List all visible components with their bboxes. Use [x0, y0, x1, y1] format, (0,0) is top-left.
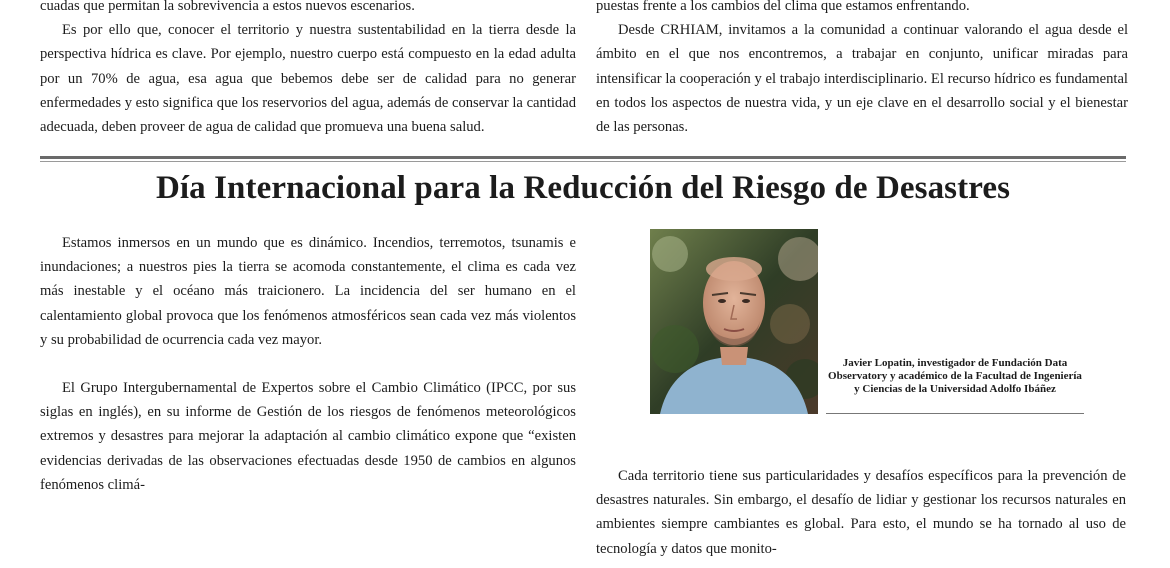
- article-right-column: [596, 464, 1126, 561]
- article-left-column: [40, 231, 576, 497]
- photo-caption: Javier Lopatin, investigador de Fundación Data Observatory y académico de la Facultad de Ingeniería y Ciencias de la Universidad Adolfo Ibáñez: [828, 357, 1082, 396]
- article-right-paragraph-1: Cada territorio tiene sus particularidades y desafíos específicos para la prevención de desastres naturales. Sin embargo, el desafío de lidiar y gestionar los recursos naturales en ambientes siempre cambiantes es global. Para esto, el mundo se ha tornado al uso de tecnología y datos que monito-: [596, 468, 1126, 557]
- top-left-column: [40, 0, 576, 139]
- portrait-photo: [650, 229, 818, 414]
- section-divider: [40, 156, 1126, 159]
- top-left-paragraph-2: Es por ello que, conocer el territorio y nuestra sustentabilidad en la tierra desde la perspectiva hídrica es clave. Por ejemplo, nuestro cuerpo está compuesto en la edad adulta por un 70% de agua, esa agua que bebemos debe ser de calidad para no generar enfermedades y esto significa que los reservorios del agua, además de conservar la cantidad adecuada, deben proveer de agua de calidad que promueva una buena salud.: [40, 22, 576, 136]
- top-left-paragraph-1: cuadas que permitan la sobrevivencia a estos nuevos escenarios.: [40, 0, 415, 14]
- section-divider-thin: [40, 161, 1126, 162]
- top-right-column: [596, 0, 1128, 139]
- article-paragraph-2: El Grupo Intergubernamental de Expertos sobre el Cambio Climático (IPCC, por sus siglas en inglés), en su informe de Gestión de los riesgos de fenómenos meteorológicos extremos y desastres para mejorar la adaptación al cambio climático expone que “existen evidencias derivadas de las observaciones efectuadas desde 1950 de cambios en algunos fenómenos climá-: [40, 380, 576, 493]
- top-right-paragraph-1: puestas frente a los cambios del clima que estamos enfrentando.: [596, 0, 970, 14]
- caption-underline: [826, 413, 1084, 414]
- article-headline: Día Internacional para la Reducción del Riesgo de Desastres: [155, 170, 1011, 206]
- top-right-paragraph-2: Desde CRHIAM, invitamos a la comunidad a continuar valorando el agua desde el ámbito en el que nos encontremos, a trabajar en conjunto, unificar miradas para intensificar la cooperación y el trabajo interdisciplinario. El recurso hídrico es fundamental en todos los aspectos de nuestra vida, y un eje clave en el desarrollo social y el bienestar de las personas.: [596, 22, 1128, 136]
- article-paragraph-1: Estamos inmersos en un mundo que es dinámico. Incendios, terremotos, tsunamis e inundaciones; a nuestros pies la tierra se acomoda constantemente, el clima es cada vez más inestable y el océano más traicionero. La incidencia del ser humano en el calentamiento global provoca que los fenómenos atmosféricos sean cada vez más violentos y su probabilidad de ocurrencia cada vez mayor.: [40, 235, 576, 348]
